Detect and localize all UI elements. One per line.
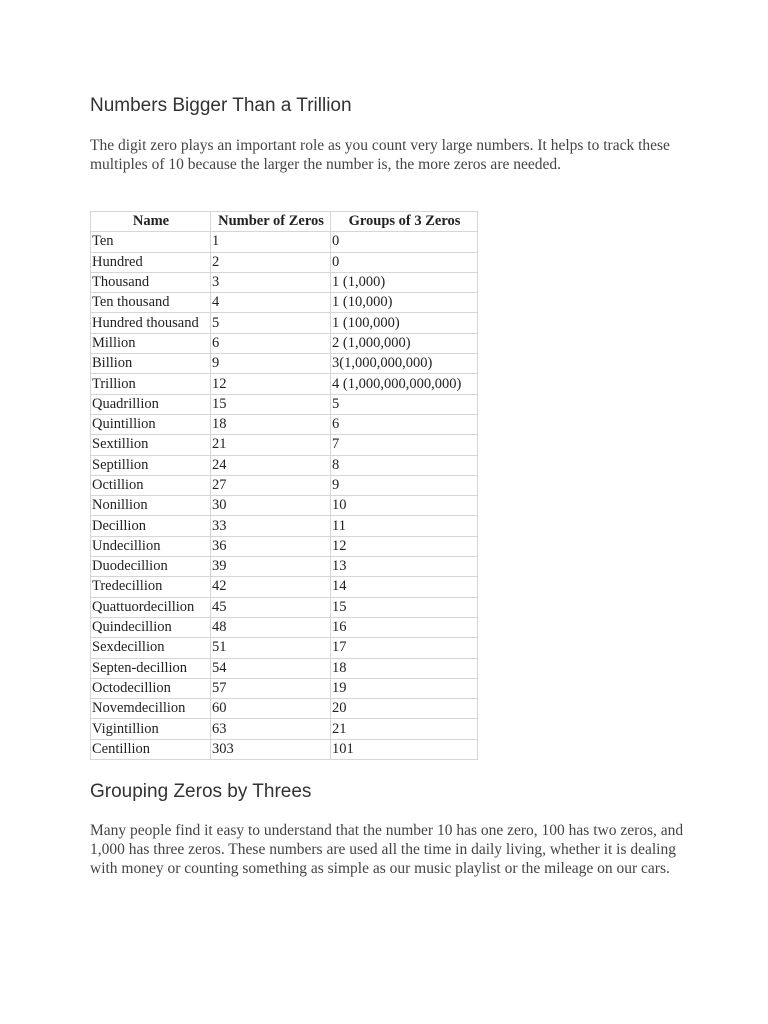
cell-zeros: 303 — [211, 739, 331, 759]
table-header-row — [91, 212, 478, 232]
cell-name: Quindecillion — [91, 617, 211, 637]
cell-name: Novemdecillion — [91, 699, 211, 719]
table-row — [91, 577, 478, 597]
table-row — [91, 638, 478, 658]
cell-name: Undecillion — [91, 536, 211, 556]
table-row — [91, 354, 478, 374]
cell-groups: 0 — [331, 232, 478, 252]
cell-zeros: 36 — [211, 536, 331, 556]
cell-groups: 17 — [331, 638, 478, 658]
table-row — [91, 232, 478, 252]
cell-groups: 10 — [331, 496, 478, 516]
cell-groups: 12 — [331, 536, 478, 556]
cell-zeros: 9 — [211, 354, 331, 374]
cell-zeros: 30 — [211, 496, 331, 516]
table-body — [91, 232, 478, 760]
cell-name: Ten thousand — [91, 293, 211, 313]
table-row — [91, 394, 478, 414]
column-header-name: Name — [91, 212, 211, 232]
table-row — [91, 699, 478, 719]
cell-name: Sexdecillion — [91, 638, 211, 658]
table-row — [91, 496, 478, 516]
cell-zeros: 1 — [211, 232, 331, 252]
cell-groups: 20 — [331, 699, 478, 719]
cell-groups: 8 — [331, 455, 478, 475]
cell-name: Quadrillion — [91, 394, 211, 414]
cell-name: Centillion — [91, 739, 211, 759]
cell-zeros: 54 — [211, 658, 331, 678]
cell-name: Octillion — [91, 475, 211, 495]
cell-groups: 5 — [331, 394, 478, 414]
cell-name: Octodecillion — [91, 678, 211, 698]
section-heading-numbers-bigger-than-trillion: Numbers Bigger Than a Trillion — [90, 95, 352, 116]
table-row — [91, 617, 478, 637]
cell-zeros: 12 — [211, 374, 331, 394]
cell-zeros: 24 — [211, 455, 331, 475]
cell-groups: 11 — [331, 516, 478, 536]
zeros-table — [90, 211, 478, 760]
table-row — [91, 374, 478, 394]
table-row — [91, 455, 478, 475]
cell-name: Septillion — [91, 455, 211, 475]
cell-zeros: 33 — [211, 516, 331, 536]
cell-zeros: 42 — [211, 577, 331, 597]
cell-name: Quintillion — [91, 414, 211, 434]
table-row — [91, 658, 478, 678]
grouping-paragraph: Many people find it easy to understand that the number 10 has one zero, 100 has two zeros, and 1,000 has three zeros. These numbers are used all the time in daily living, whether it is dealing with money or counting something as simple as our music playlist or the mileage on our cars. — [90, 822, 684, 877]
cell-zeros: 63 — [211, 719, 331, 739]
cell-name: Million — [91, 333, 211, 353]
cell-groups: 13 — [331, 557, 478, 577]
cell-groups: 3(1,000,000,000) — [331, 354, 478, 374]
cell-name: Ten — [91, 232, 211, 252]
table-row — [91, 272, 478, 292]
table-row — [91, 435, 478, 455]
cell-name: Sextillion — [91, 435, 211, 455]
table-row — [91, 516, 478, 536]
cell-groups: 1 (10,000) — [331, 293, 478, 313]
table-row — [91, 557, 478, 577]
cell-zeros: 15 — [211, 394, 331, 414]
table-row — [91, 293, 478, 313]
cell-name: Hundred thousand — [91, 313, 211, 333]
cell-name: Thousand — [91, 272, 211, 292]
cell-groups: 14 — [331, 577, 478, 597]
cell-zeros: 3 — [211, 272, 331, 292]
cell-name: Nonillion — [91, 496, 211, 516]
cell-zeros: 51 — [211, 638, 331, 658]
cell-name: Quattuordecillion — [91, 597, 211, 617]
cell-zeros: 57 — [211, 678, 331, 698]
cell-groups: 21 — [331, 719, 478, 739]
cell-groups: 101 — [331, 739, 478, 759]
cell-name: Billion — [91, 354, 211, 374]
cell-groups: 1 (1,000) — [331, 272, 478, 292]
cell-groups: 18 — [331, 658, 478, 678]
cell-name: Duodecillion — [91, 557, 211, 577]
table-row — [91, 739, 478, 759]
cell-name: Trillion — [91, 374, 211, 394]
table-row — [91, 475, 478, 495]
cell-groups: 16 — [331, 617, 478, 637]
intro-paragraph: The digit zero plays an important role as you count very large numbers. It helps to track these multiples of 10 because the larger the number is, the more zeros are needed. — [90, 137, 670, 173]
cell-name: Septen-decillion — [91, 658, 211, 678]
table-row — [91, 719, 478, 739]
table-row — [91, 597, 478, 617]
cell-zeros: 48 — [211, 617, 331, 637]
table-row — [91, 414, 478, 434]
table-row — [91, 313, 478, 333]
cell-zeros: 45 — [211, 597, 331, 617]
column-header-groups: Groups of 3 Zeros — [331, 212, 478, 232]
cell-zeros: 6 — [211, 333, 331, 353]
cell-name: Vigintillion — [91, 719, 211, 739]
cell-groups: 15 — [331, 597, 478, 617]
table-row — [91, 536, 478, 556]
cell-groups: 7 — [331, 435, 478, 455]
column-header-zeros: Number of Zeros — [211, 212, 331, 232]
table-row — [91, 678, 478, 698]
cell-groups: 6 — [331, 414, 478, 434]
cell-zeros: 27 — [211, 475, 331, 495]
cell-zeros: 4 — [211, 293, 331, 313]
section-heading-grouping-zeros: Grouping Zeros by Threes — [90, 781, 312, 802]
cell-name: Tredecillion — [91, 577, 211, 597]
cell-groups: 9 — [331, 475, 478, 495]
cell-zeros: 2 — [211, 252, 331, 272]
table-row — [91, 252, 478, 272]
cell-zeros: 60 — [211, 699, 331, 719]
cell-zeros: 39 — [211, 557, 331, 577]
cell-groups: 0 — [331, 252, 478, 272]
table-row — [91, 333, 478, 353]
cell-name: Hundred — [91, 252, 211, 272]
cell-groups: 19 — [331, 678, 478, 698]
cell-groups: 2 (1,000,000) — [331, 333, 478, 353]
cell-groups: 1 (100,000) — [331, 313, 478, 333]
cell-zeros: 5 — [211, 313, 331, 333]
cell-groups: 4 (1,000,000,000,000) — [331, 374, 478, 394]
cell-zeros: 21 — [211, 435, 331, 455]
cell-name: Decillion — [91, 516, 211, 536]
cell-zeros: 18 — [211, 414, 331, 434]
